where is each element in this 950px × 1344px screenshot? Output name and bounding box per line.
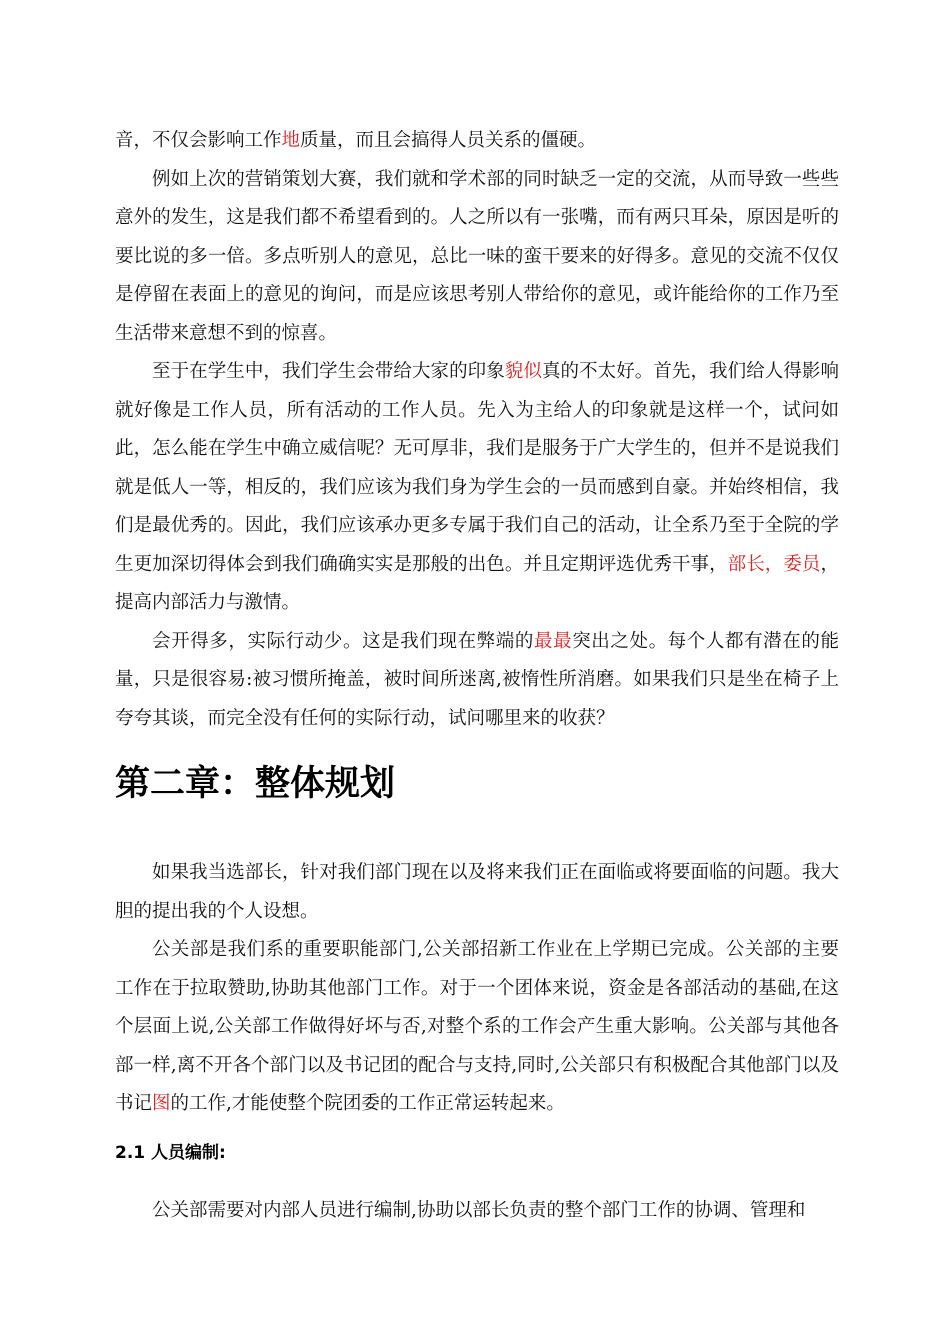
paragraph-intro xyxy=(115,122,839,161)
paragraph-students-text-1: 至于在学生中，我们学生会带给大家的印象 xyxy=(152,361,505,382)
section-title: 2.1 人员编制: xyxy=(115,1142,226,1163)
paragraph-example: 例如上次的营销策划大赛，我们就和学术部的同时缺乏一定的交流，从而导致一些些意外的发生，这是我们都不希望看到的。人之所以有一张嘴，而有两只耳朵，原因是听的要比说的多一倍。多点听别人的意见，总比一味的蛮干要来的好得多。意见的交流不仅仅是停留在表面上的意见的询问，而是应该思考别人带给你的意见，或许能给你的工作乃至生活带来意想不到的惊喜。 xyxy=(115,168,839,344)
paragraph-meetings-text-1: 会开得多，实际行动少。这是我们现在弊端的 xyxy=(152,630,534,652)
paragraph-intro-text-1: 音，不仅会影响工作 xyxy=(115,130,282,151)
chapter-title: 第二章：整体规划 xyxy=(115,764,396,804)
document-body xyxy=(115,122,839,1230)
paragraph-pr-text-1: 公关部是我们系的重要职能部门,公关部招新工作业在上学期已完成。公关部的主要工作在于拉取赞助,协助其他部门工作。对于一个团体来说，资金是各部活动的基础,在这个层面上说,公关部工作做得好坏与否,对整个系的工作会产生重大影响。公关部与其他各部一样,离不开各个部门以及书记团的配合与支持,同时,公关部只有积极配合其他部门以及书记 xyxy=(115,939,839,1114)
paragraph-staff: 公关部需要对内部人员进行编制,协助以部长负责的整个部门工作的协调、管理和 xyxy=(152,1199,806,1221)
paragraph-students xyxy=(115,353,839,623)
paragraph-meetings xyxy=(115,623,839,739)
paragraph-students-text-3: ，提高内部活力与激情。 xyxy=(115,553,839,613)
paragraph-meetings-text-2: 突出之处。每个人都有潜在的能量，只是很容易:被习惯所掩盖，被时间所迷离,被惰性所消磨。如果我们只是坐在椅子上夸夸其谈，而完全没有任何的实际行动，试问哪里来的收获？ xyxy=(115,630,839,729)
paragraph-pr xyxy=(115,931,839,1124)
paragraph-pr-text-2: 的工作,才能使整个院团委的工作正常运转起来。 xyxy=(170,1093,565,1114)
paragraph-plan: 如果我当选部长，针对我们部门现在以及将来我们正在面临或将要面临的问题。我大胆的提出我的个人设想。 xyxy=(115,862,839,922)
highlighted-word: 最最 xyxy=(533,630,573,652)
highlighted-word: 地 xyxy=(281,130,301,151)
highlighted-word: 貌似 xyxy=(504,361,542,382)
highlighted-word: 图 xyxy=(152,1093,171,1114)
paragraph-students-text-2: 真的不太好。首先，我们给人得影响就好像是工作人员，所有活动的工作人员。先入为主给人的印象就是这样一个，试问如此，怎么能在学生中确立威信呢？无可厚非，我们是服务于广大学生的，但并不是说我们就是低人一等，相反的，我们应该为我们身为学生会的一员而感到自豪。并始终相信，我们是最优秀的。因此，我们应该承办更多专属于我们自己的活动，让全系乃至于全院的学生更加深切得体会到我们确确实实是那般的出色。并且定期评选优秀干事， xyxy=(115,361,839,575)
paragraph-intro-text-2: 质量，而且会搞得人员关系的僵硬。 xyxy=(300,130,597,151)
highlighted-word: 部长，委员 xyxy=(727,553,821,575)
